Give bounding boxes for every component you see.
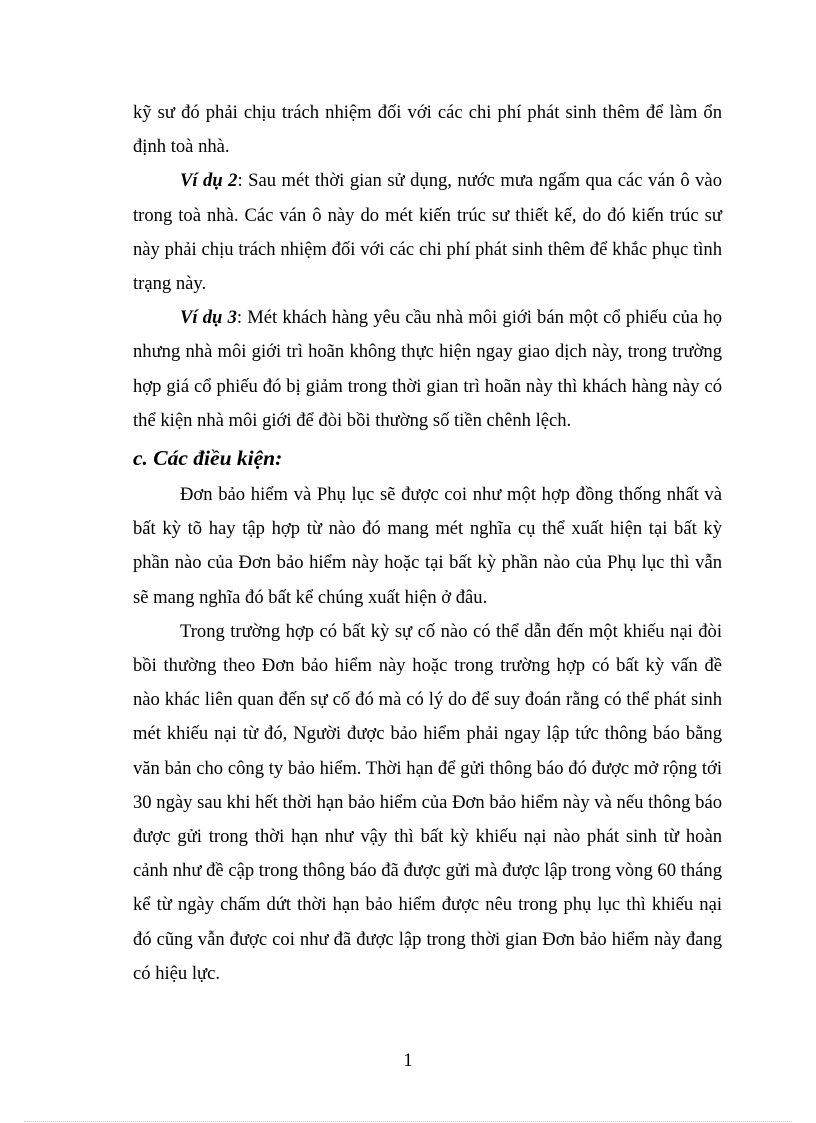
page-bottom-divider (24, 1121, 792, 1122)
conditions-paragraph-1: Đơn bảo hiểm và Phụ lục sẽ được coi như một hợp đồng thống nhất và bất kỳ tõ hay tập hợp từ nào đó mang mét nghĩa cụ thể xuất hiện tại bất kỳ phần nào của Đơn bảo hiểm này hoặc tại bất kỳ phần nào của Phụ lục thì vẫn sẽ mang nghĩa đó bất kể chúng xuất hiện ở đâu. (133, 484, 722, 608)
paragraph-continuation: kỹ sư đó phải chịu trách nhiệm đối với các chi phí phát sinh thêm để làm ổn định toà nhà. (133, 102, 722, 158)
example-3-paragraph (133, 301, 722, 438)
example-2-paragraph (133, 164, 722, 301)
section-heading-conditions: c. Các điều kiện: (133, 446, 283, 471)
example-2-label: Ví dụ 2 (180, 170, 238, 192)
example-3-label: Ví dụ 3 (180, 307, 237, 329)
conditions-paragraph-2: Trong trường hợp có bất kỳ sự cố nào có thể dẫn đến một khiếu nại đòi bồi thường theo Đơn bảo hiểm này hoặc trong trường hợp có bất kỳ vấn đề nào khác liên quan đến sự cố đó mà có lý do để suy đoán rằng có thể phát sinh mét khiếu nại từ đó, Người được bảo hiểm phải ngay lập tức thông báo bằng văn bản cho công ty bảo hiểm. Thời hạn để gửi thông báo đó được mở rộng tới 30 ngày sau khi hết thời hạn bảo hiểm của Đơn bảo hiểm này và nếu thông báo được gửi trong thời hạn như vậy thì bất kỳ khiếu nại nào phát sinh từ hoàn cảnh như đề cập trong thông báo đã được gửi mà được lập trong vòng 60 tháng kể từ ngày chấm dứt thời hạn bảo hiểm được nêu trong phụ lục thì khiếu nại đó cũng vẫn được coi như đã được lập trong thời gian Đơn bảo hiểm này đang có hiệu lực. (133, 620, 722, 984)
example-2-text: : Sau mét thời gian sử dụng, nước mưa ngấm qua các ván ô vào trong toà nhà. Các ván ô này do mét kiến trúc sư thiết kế, do đó kiến trúc sư này phải chịu trách nhiệm đối với các chi phí phát sinh thêm để khắc phục tình trạng này. (133, 170, 722, 295)
example-3-text: : Mét khách hàng yêu cầu nhà môi giới bán một cổ phiếu của họ nhưng nhà môi giới trì hoãn không thực hiện ngay giao dịch này, trong trường hợp giá cổ phiếu đó bị giảm trong thời gian trì hoãn này thì khách hàng này có thể kiện nhà môi giới để đòi bồi thường số tiền chênh lệch. (133, 307, 722, 431)
document-body (133, 96, 722, 991)
page-number: 1 (403, 1050, 413, 1071)
